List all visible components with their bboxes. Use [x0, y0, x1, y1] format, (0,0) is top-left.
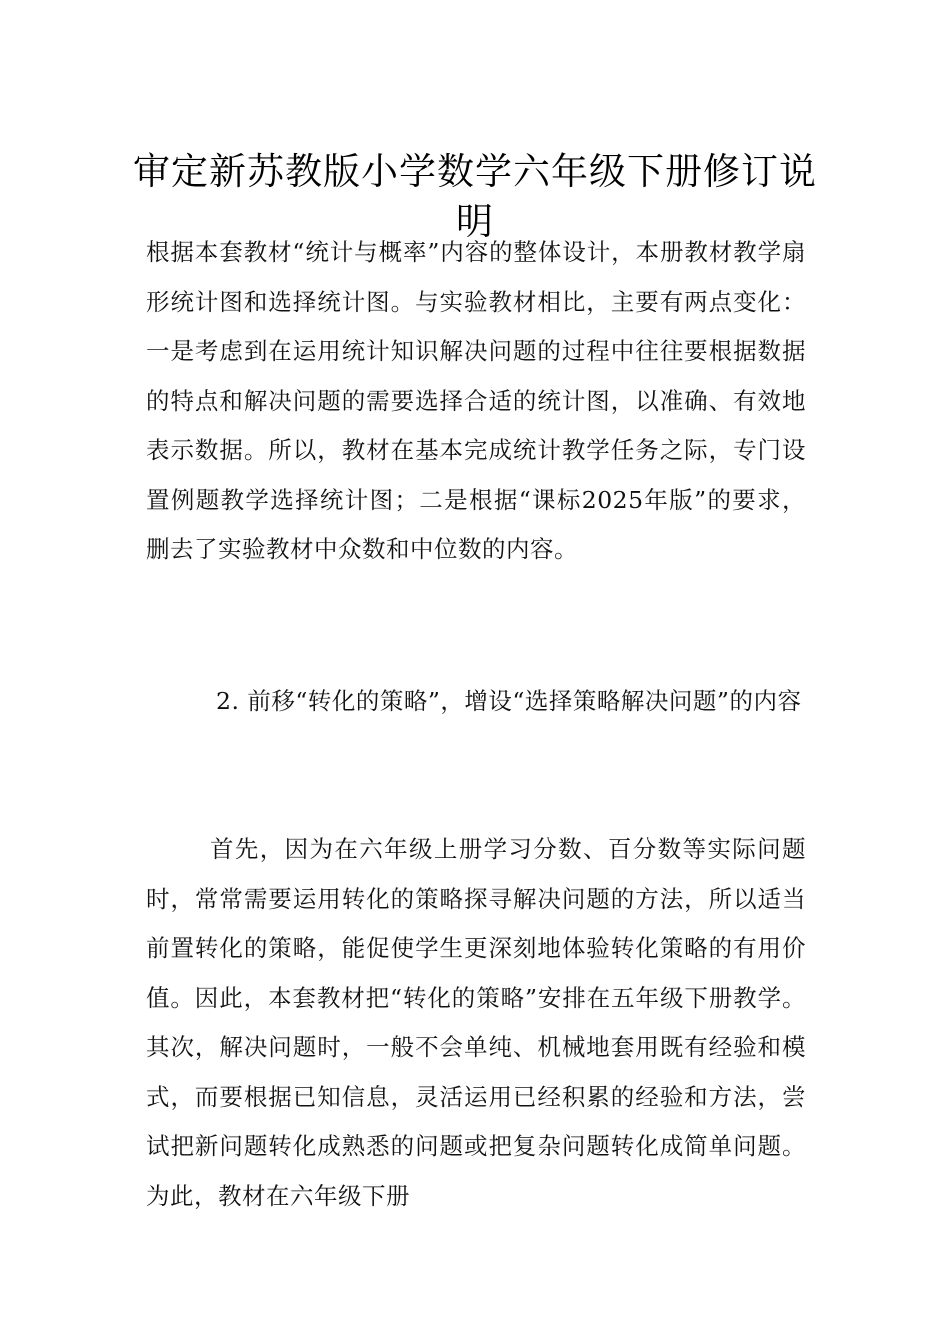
section-heading-strategy: 2. 前移“转化的策略”，增设“选择策略解决问题”的内容: [216, 687, 802, 715]
document-title: 审定新苏教版小学数学六年级下册修订说明: [133, 149, 817, 243]
paragraph-strategy-explanation: 首先，因为在六年级上册学习分数、百分数等实际问题时，常常需要运用转化的策略探寻解决问题的方法，所以适当前置转化的策略，能促使学生更深刻地体验转化策略的有用价值。因此，本套教材把“转化的策略”安排在五年级下册教学。其次，解决问题时，一般不会单纯、机械地套用既有经验和模式，而要根据已知信息，灵活运用已经积累的经验和方法，尝试把新问题转化成熟悉的问题或把复杂问题转化成简单问题。为此，教材在六年级下册: [146, 835, 806, 1210]
paragraph-statistics-changes: 根据本套教材“统计与概率”内容的整体设计，本册教材教学扇形统计图和选择统计图。与实验教材相比，主要有两点变化：一是考虑到在运用统计知识解决问题的过程中往往要根据数据的特点和解决问题的需要选择合适的统计图，以准确、有效地表示数据。所以，教材在基本完成统计教学任务之际，专门设置例题教学选择统计图；二是根据“课标2025年版”的要求，删去了实验教材中众数和中位数的内容。: [146, 238, 806, 563]
